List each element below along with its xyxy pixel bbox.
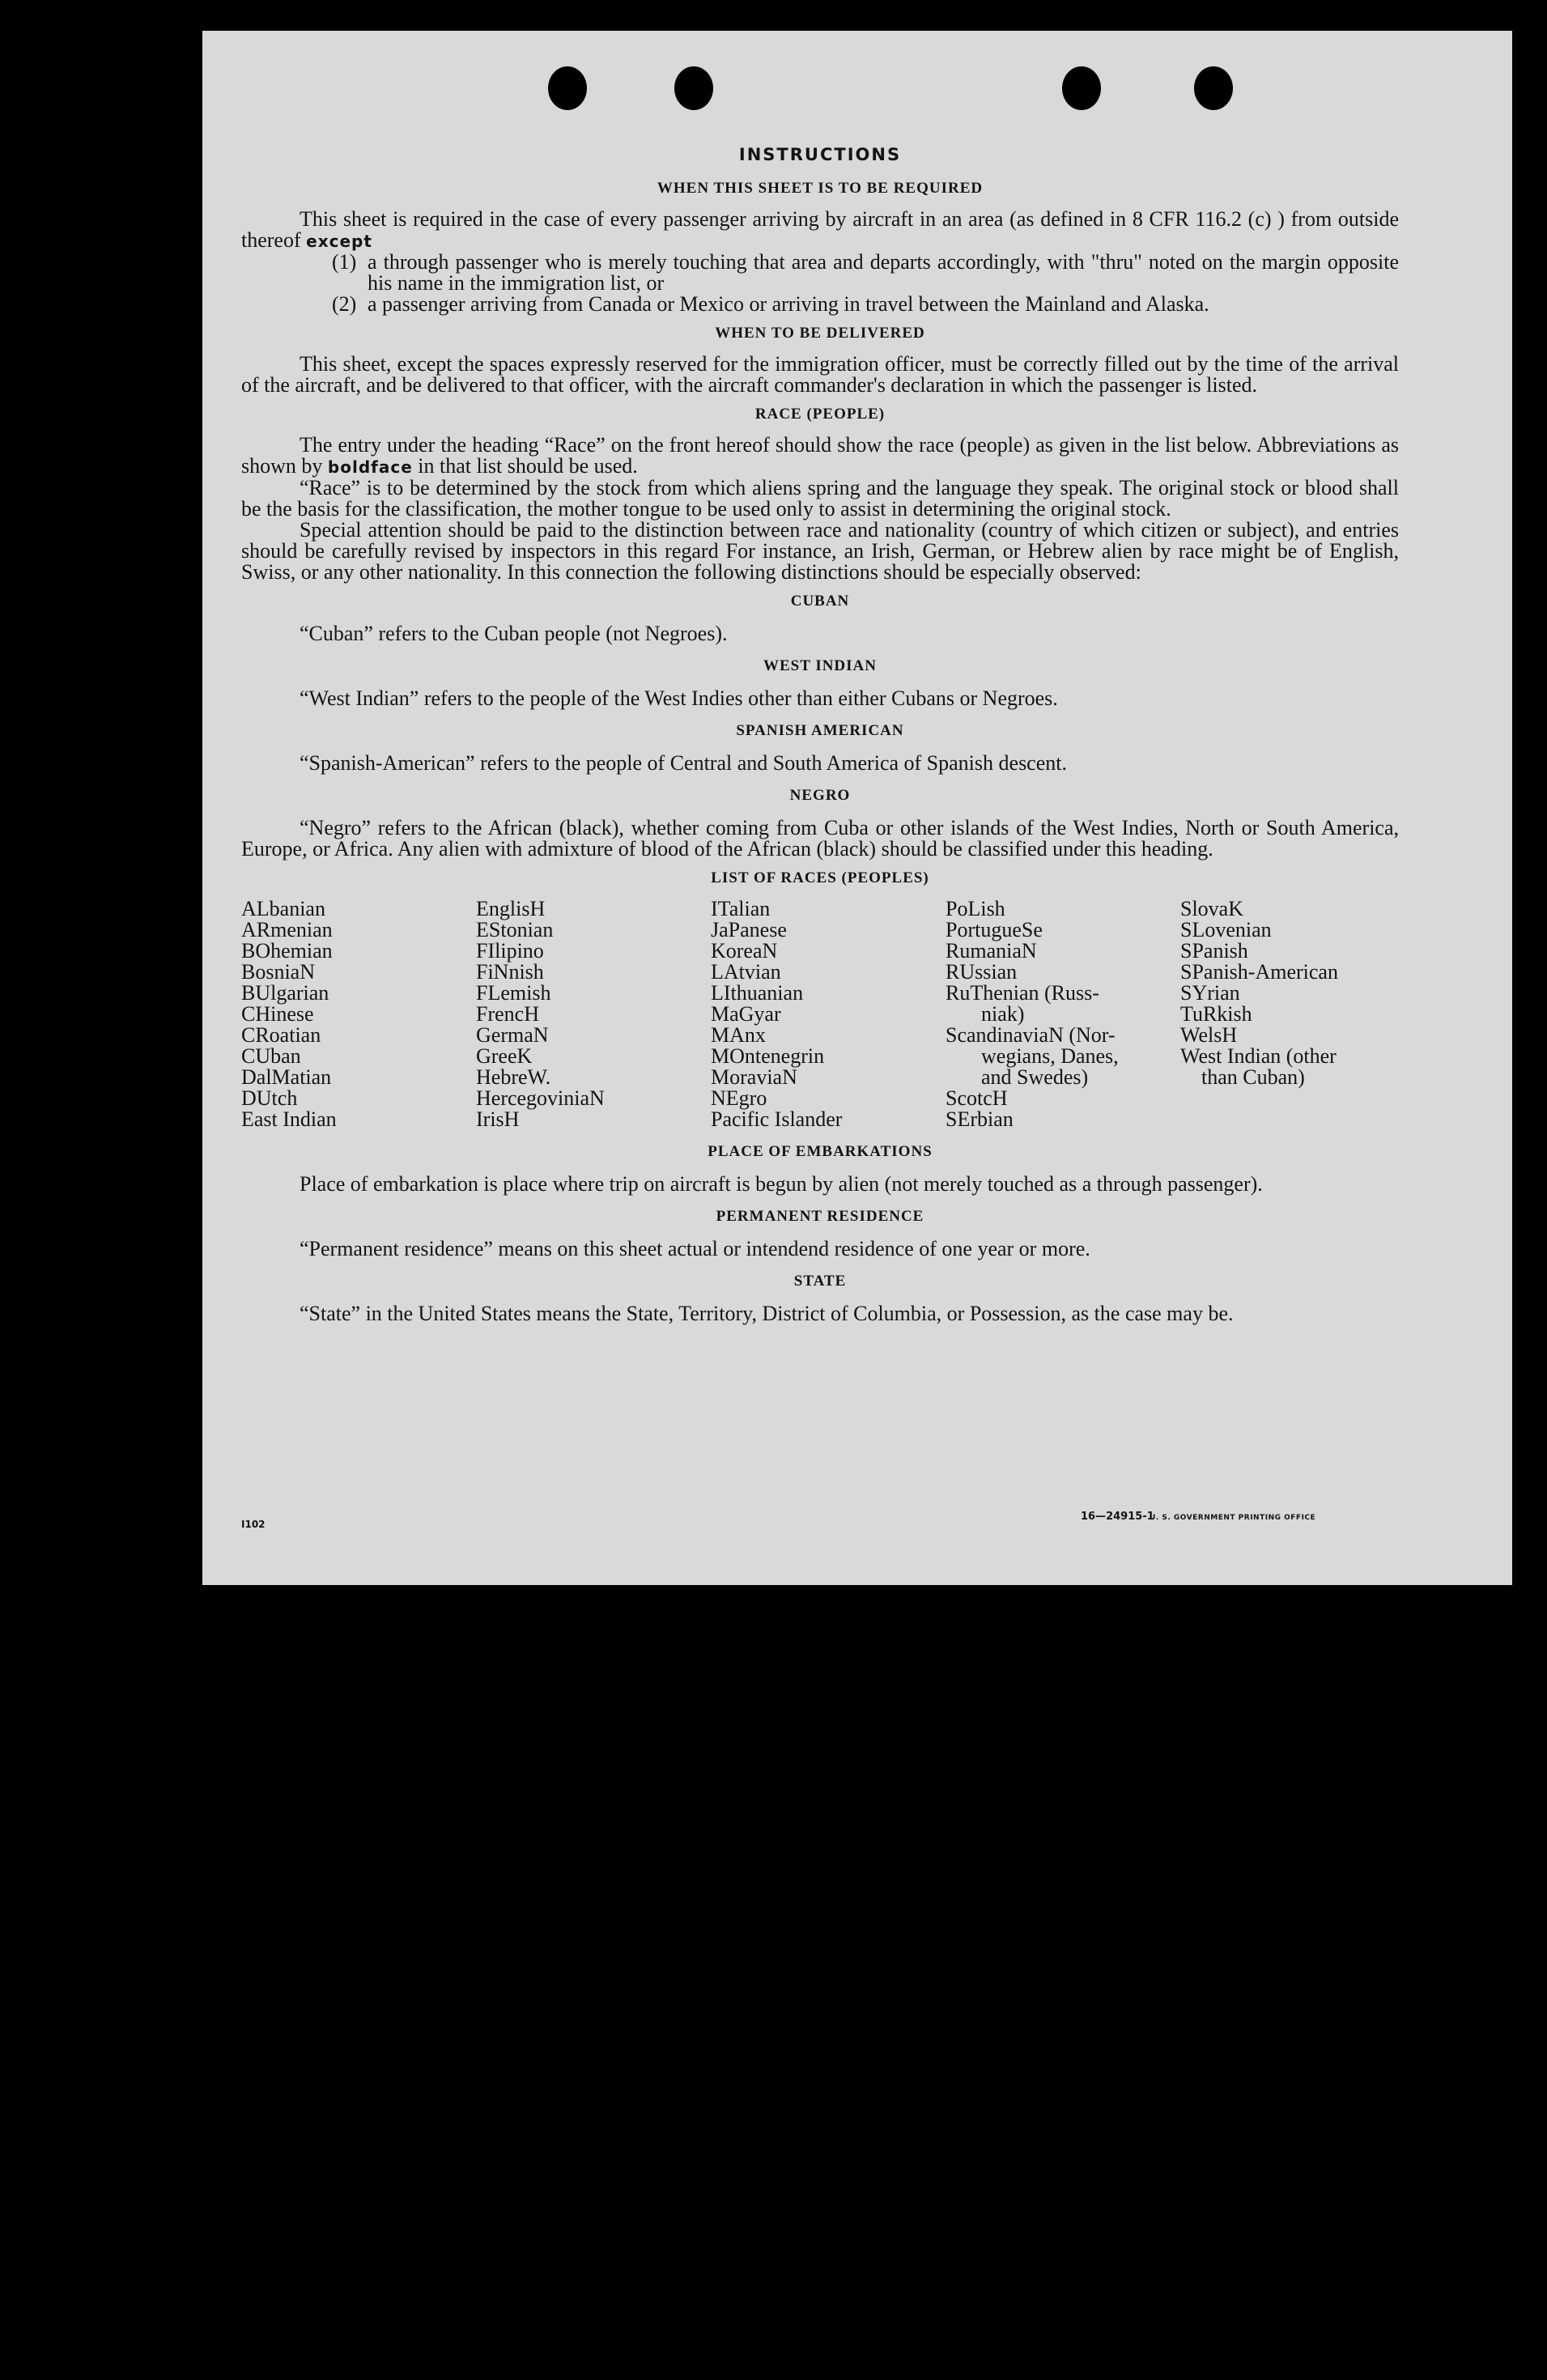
race-entry: BUlgarian xyxy=(241,981,329,1005)
heading-negro: NEGRO xyxy=(789,787,851,804)
printer-credit: U. S. GOVERNMENT PRINTING OFFICE xyxy=(1150,1514,1316,1522)
race-entry: JaPanese xyxy=(711,918,787,941)
race-entry: SPanish-American xyxy=(1180,960,1338,984)
race-entry: SYrian xyxy=(1180,981,1240,1005)
race-entry: CHinese xyxy=(241,1002,314,1026)
spanish-american-text: “Spanish-American” refers to the people of Central and South America of Spanish descent. xyxy=(300,751,1067,775)
race-entry: DalMatian xyxy=(241,1065,332,1089)
print-code: 16—24915-1 xyxy=(1081,1511,1154,1523)
race-entry: SlovaK xyxy=(1180,897,1243,920)
punch-hole xyxy=(1194,66,1233,110)
race-entry: GreeK xyxy=(476,1044,533,1068)
item-number: (2) xyxy=(332,292,357,316)
except-term: except xyxy=(306,232,372,251)
races-column xyxy=(946,899,1180,1130)
embarkation-text: Place of embarkation is place where trip on aircraft is begun by alien (not merely touched as a through passenger). xyxy=(300,1172,1263,1196)
races-column xyxy=(241,899,476,1130)
race-entry: than Cuban) xyxy=(1201,1065,1305,1089)
page-title: INSTRUCTIONS xyxy=(738,145,902,164)
heading-races-list: LIST OF RACES (PEOPLES) xyxy=(711,869,929,886)
race-paragraph-1 xyxy=(241,435,1399,478)
race-entry: FLemish xyxy=(476,981,551,1005)
race-p1-text: The entry under the heading “Race” on the front hereof should show the race (people) as given in the list below. Abbreviations as shown by xyxy=(241,433,1399,478)
punch-hole xyxy=(1062,66,1101,110)
west-indian-text: “West Indian” refers to the people of the West Indies other than either Cubans or Negroes. xyxy=(300,686,1058,710)
heading-required: WHEN THIS SHEET IS TO BE REQUIRED xyxy=(657,180,984,197)
race-entry: MaGyar xyxy=(711,1002,781,1026)
race-entry: FIlipino xyxy=(476,939,544,963)
race-entry: FrencH xyxy=(476,1002,539,1026)
race-p1-text-end: in that list should be used. xyxy=(418,454,638,478)
race-entry: PortugueSe xyxy=(946,918,1043,941)
race-entry: SLovenian xyxy=(1180,918,1272,941)
document-page xyxy=(202,31,1512,1585)
races-column xyxy=(476,899,711,1130)
state-text: “State” in the United States means the State, Territory, District of Columbia, or Possession, as the case may be. xyxy=(300,1302,1234,1325)
race-entry: GermaN xyxy=(476,1023,549,1047)
punch-hole xyxy=(674,66,713,110)
race-entry: niak) xyxy=(981,1002,1025,1026)
race-entry: HercegoviniaN xyxy=(476,1086,605,1110)
race-entry: RUssian xyxy=(946,960,1018,984)
required-item xyxy=(332,294,1399,315)
race-entry: ALbanian xyxy=(241,897,325,920)
race-entry: MAnx xyxy=(711,1023,766,1047)
race-entry: BosniaN xyxy=(241,960,315,984)
race-entry: IrisH xyxy=(476,1107,520,1131)
item-text: a passenger arriving from Canada or Mexico or arriving in travel between the Mainland and Alaska. xyxy=(368,292,1209,316)
races-list xyxy=(241,899,1399,1130)
negro-text: “Negro” refers to the African (black), whether coming from Cuba or other islands of the West Indies, North or South America, Europe, or Africa. Any alien with admixture of blood of the African (black) should be classified under this heading. xyxy=(241,816,1399,861)
race-entry: ScotcH xyxy=(946,1086,1008,1110)
boldface-term: boldface xyxy=(327,457,413,477)
races-column xyxy=(1180,899,1415,1130)
punch-hole xyxy=(548,66,587,110)
instructions-content xyxy=(241,144,1399,1324)
heading-west-indian: WEST INDIAN xyxy=(763,657,877,674)
race-entry: and Swedes) xyxy=(981,1065,1089,1089)
race-entry: CRoatian xyxy=(241,1023,321,1047)
race-entry: East Indian xyxy=(241,1107,337,1131)
race-paragraph-3: Special attention should be paid to the distinction between race and nationality (country of which citizen or subject), and entries should be carefully revised by inspectors in this regard For instance, an Irish, German, or Hebrew alien by race might be of English, Swiss, or any other nationality. In this connection the following distinctions should be especially observed: xyxy=(241,518,1399,584)
delivered-text: This sheet, except the spaces expressly reserved for the immigration officer, must be correctly filled out by the time of the arrival of the aircraft, and be delivered to that officer, with the aircraft commander's declaration in which the passenger is listed. xyxy=(241,352,1399,397)
heading-delivered: WHEN TO BE DELIVERED xyxy=(715,325,925,342)
race-paragraph-2: “Race” is to be determined by the stock from which aliens spring and the language they speak. The original stock or blood shall be the basis for the classification, the mother tongue to be used only to assist in determining the original stock. xyxy=(241,476,1399,521)
race-entry: ARmenian xyxy=(241,918,333,941)
race-entry: EStonian xyxy=(476,918,554,941)
race-entry: MoraviaN xyxy=(711,1065,797,1089)
race-entry: wegians, Danes, xyxy=(981,1044,1119,1068)
race-entry: LIthuanian xyxy=(711,981,804,1005)
required-item xyxy=(332,252,1399,294)
race-entry: SPanish xyxy=(1180,939,1248,963)
race-entry: WelsH xyxy=(1180,1023,1238,1047)
race-entry: FiNnish xyxy=(476,960,544,984)
race-entry: HebreW. xyxy=(476,1065,551,1089)
race-entry: KoreaN xyxy=(711,939,778,963)
race-entry: BOhemian xyxy=(241,939,333,963)
required-intro-text: This sheet is required in the case of every passenger arriving by aircraft in an area (as defined in 8 CFR 116.2 (c) ) from outside thereof xyxy=(241,207,1399,252)
races-column xyxy=(711,899,946,1130)
race-entry: DUtch xyxy=(241,1086,298,1110)
form-number: I102 xyxy=(241,1519,266,1530)
race-entry: TuRkish xyxy=(1180,1002,1252,1026)
item-text: a through passenger who is merely touching that area and departs accordingly, with "thru" noted on the margin opposite his name in the immigration list, or xyxy=(368,250,1399,295)
cuban-text: “Cuban” refers to the Cuban people (not Negroes). xyxy=(300,622,728,645)
race-entry: ITalian xyxy=(711,897,771,920)
item-number: (1) xyxy=(332,250,357,274)
race-entry: CUban xyxy=(241,1044,301,1068)
race-entry: MOntenegrin xyxy=(711,1044,825,1068)
race-entry: RumaniaN xyxy=(946,939,1037,963)
race-entry: PoLish xyxy=(946,897,1005,920)
heading-embarkation: PLACE OF EMBARKATIONS xyxy=(708,1143,933,1160)
race-entry: West Indian (other xyxy=(1180,1044,1337,1068)
heading-cuban: CUBAN xyxy=(790,593,850,610)
race-entry: EnglisH xyxy=(476,897,546,920)
race-entry: Pacific Islander xyxy=(711,1107,843,1131)
race-entry: ScandinaviaN (Nor- xyxy=(946,1023,1116,1047)
race-entry: LAtvian xyxy=(711,960,781,984)
race-entry: RuThenian (Russ- xyxy=(946,981,1099,1005)
heading-race: RACE (PEOPLE) xyxy=(754,406,886,423)
heading-residence: PERMANENT RESIDENCE xyxy=(716,1208,924,1225)
race-entry: SErbian xyxy=(946,1107,1014,1131)
heading-spanish-american: SPANISH AMERICAN xyxy=(736,722,904,739)
heading-state: STATE xyxy=(793,1273,847,1290)
required-intro xyxy=(241,209,1399,252)
race-entry: NEgro xyxy=(711,1086,767,1110)
residence-text: “Permanent residence” means on this sheet actual or intendend residence of one year or more. xyxy=(300,1237,1090,1260)
